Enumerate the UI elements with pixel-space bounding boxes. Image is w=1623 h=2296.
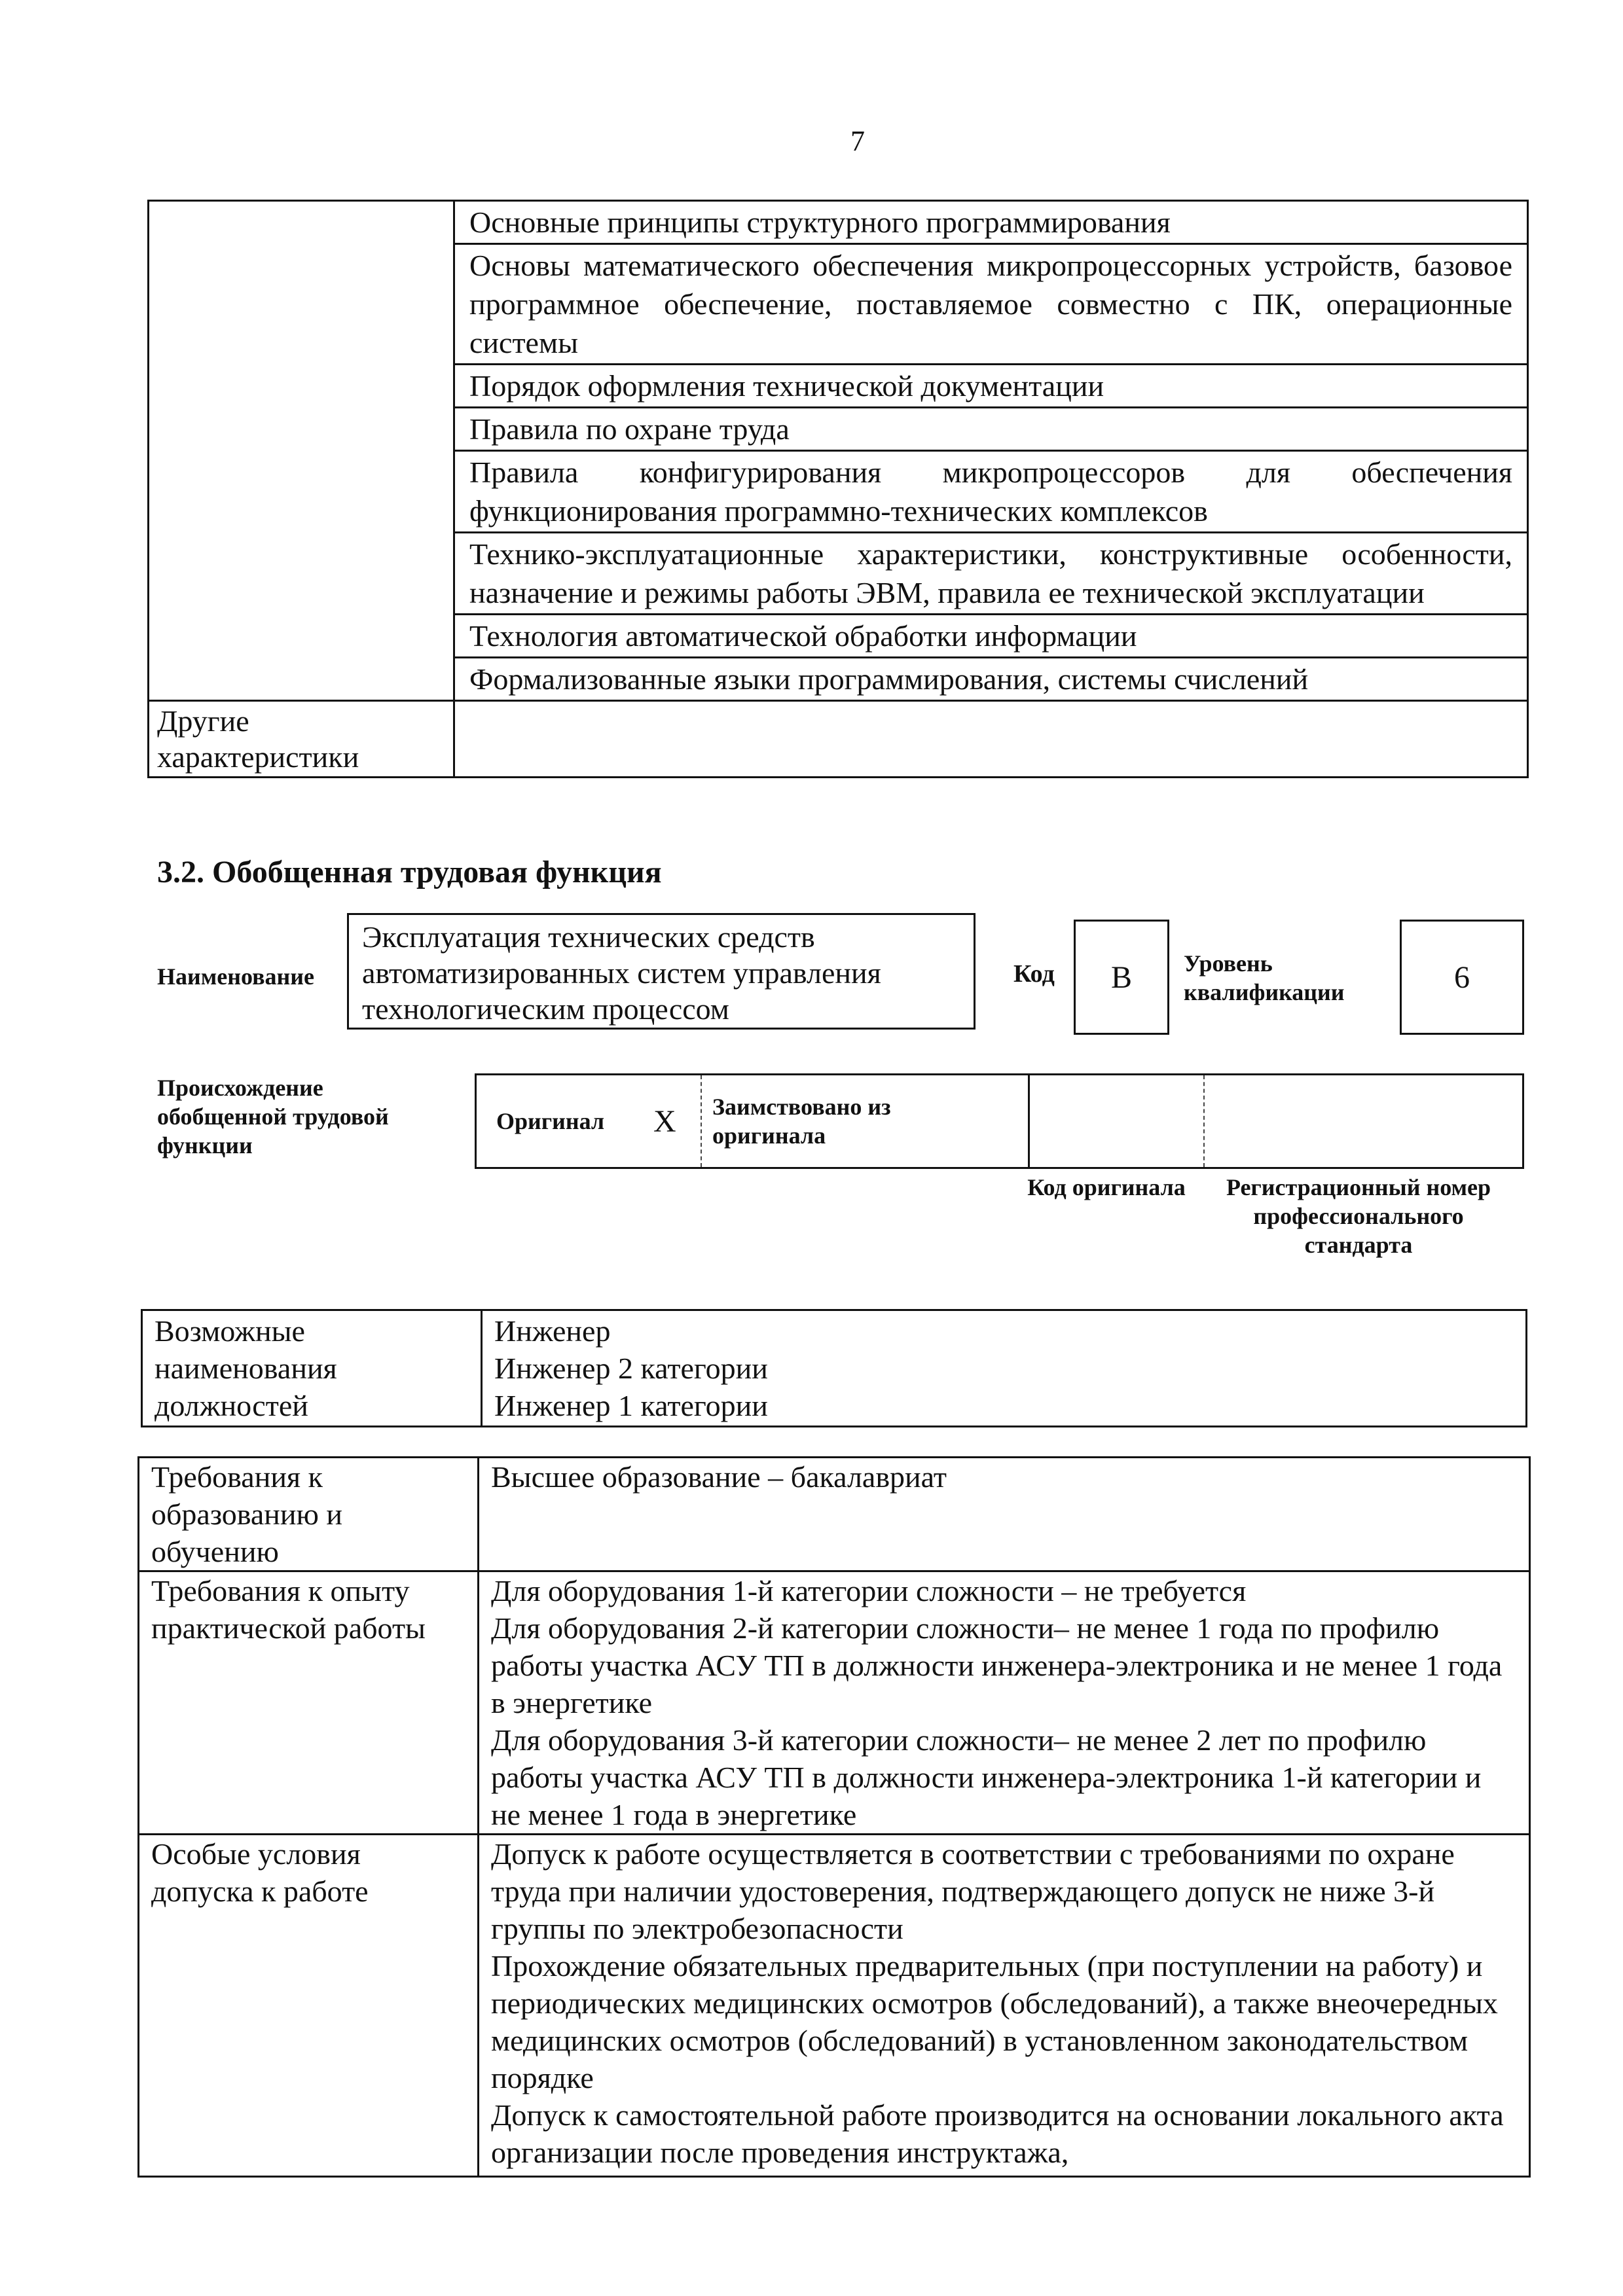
position-name: Инженер 1 категории xyxy=(494,1389,768,1422)
left-blank-cell xyxy=(149,658,454,701)
section-title: 3.2. Обобщенная трудовая функция xyxy=(157,855,662,889)
left-blank-cell xyxy=(149,365,454,408)
original-label: Оригинал xyxy=(496,1108,605,1134)
special-conditions-label: Особые условия допуска к работе xyxy=(139,1835,479,2177)
other-characteristics-value xyxy=(454,701,1528,778)
code-original-caption: Код оригинала xyxy=(1027,1174,1186,1200)
knowledge-item: Технико-эксплуатационные характеристики, конструктивные особенности, назначение и режимы работы ЭВМ, правила ее технической эксплуатации xyxy=(454,533,1528,615)
requirement-line: Для оборудования 2-й категории сложности– не менее 1 года по профилю работы участка АСУ ТП в должности инженера-электроника и не менее 1 года в энергетике xyxy=(491,1611,1503,1719)
special-conditions-value xyxy=(479,1835,1530,2177)
left-blank-cell xyxy=(149,533,454,615)
origin-label: Происхождение обобщенной трудовой функции xyxy=(157,1075,389,1158)
requirement-line: Допуск к самостоятельной работе производится на основании локального акта организации после проведения инструктажа, xyxy=(491,2098,1504,2169)
positions-values xyxy=(482,1310,1527,1427)
education-requirements-value xyxy=(479,1458,1530,1571)
name-label: Наименование xyxy=(157,963,314,990)
left-blank-cell xyxy=(149,615,454,658)
left-blank-cell xyxy=(149,244,454,365)
left-blank-cell xyxy=(149,201,454,244)
knowledge-item: Формализованные языки программирования, системы счислений xyxy=(454,658,1528,701)
code-label: Код xyxy=(1013,960,1055,988)
qualification-level-label: Уровень квалификации xyxy=(1184,950,1345,1005)
knowledge-item: Технология автоматической обработки информации xyxy=(454,615,1528,658)
left-blank-cell xyxy=(149,408,454,451)
knowledge-item: Порядок оформления технической документации xyxy=(454,365,1528,408)
divider xyxy=(701,1075,702,1167)
divider xyxy=(1203,1075,1205,1167)
position-name: Инженер xyxy=(494,1314,611,1348)
position-name: Инженер 2 категории xyxy=(494,1352,768,1385)
code-value: B xyxy=(1074,920,1169,1035)
positions-label: Возможные наименования должностей xyxy=(142,1310,482,1427)
divider xyxy=(1028,1075,1030,1167)
knowledge-item: Основы математического обеспечения микропроцессорных устройств, базовое программное обеспечение, поставляемое совместно с ПК, операционные системы xyxy=(454,244,1528,365)
experience-requirements-label: Требования к опыту практической работы xyxy=(139,1571,479,1835)
requirement-line: Прохождение обязательных предварительных (при поступлении на работу) и периодических медицинских осмотров (обследований), а также внеочередных медицинских осмотров (обследований) в установленном законодательством порядке xyxy=(491,1949,1498,2094)
knowledge-table xyxy=(147,200,1529,778)
qualification-level-value: 6 xyxy=(1400,920,1524,1035)
experience-requirements-value xyxy=(479,1571,1530,1835)
page-number: 7 xyxy=(850,125,865,157)
registration-number-caption: Регистрационный номер профессионального стандарта xyxy=(1226,1174,1491,1258)
requirement-line: Для оборудования 3-й категории сложности– не менее 2 лет по профилю работы участка АСУ ТП в должности инженера-электроника 1-й категории и не менее 1 года в энергетике xyxy=(491,1723,1482,1831)
origin-row xyxy=(475,1073,1524,1169)
requirement-line: Допуск к работе осуществляется в соответствии с требованиями по охране труда при наличии удостоверения, подтверждающего допуск не ниже 3-й группы по электробезопасности xyxy=(491,1837,1455,1945)
name-value: Эксплуатация технических средств автоматизированных систем управления технологическим процессом xyxy=(347,913,976,1030)
original-mark: X xyxy=(653,1103,676,1139)
borrowed-label: Заимствовано из оригинала xyxy=(712,1094,891,1149)
knowledge-item: Основные принципы структурного программирования xyxy=(454,201,1528,244)
left-blank-cell xyxy=(149,451,454,533)
education-requirements-label: Требования к образованию и обучению xyxy=(139,1458,479,1571)
knowledge-item: Правила конфигурирования микропроцессоров для обеспечения функционирования программно-технических комплексов xyxy=(454,451,1528,533)
knowledge-item: Правила по охране труда xyxy=(454,408,1528,451)
requirements-table xyxy=(137,1456,1531,2178)
requirement-line: Для оборудования 1-й категории сложности – не требуется xyxy=(491,1574,1247,1607)
requirement-line: Высшее образование – бакалавриат xyxy=(491,1460,947,1494)
other-characteristics-label: Другие характеристики xyxy=(149,701,454,778)
positions-table xyxy=(141,1309,1527,1427)
